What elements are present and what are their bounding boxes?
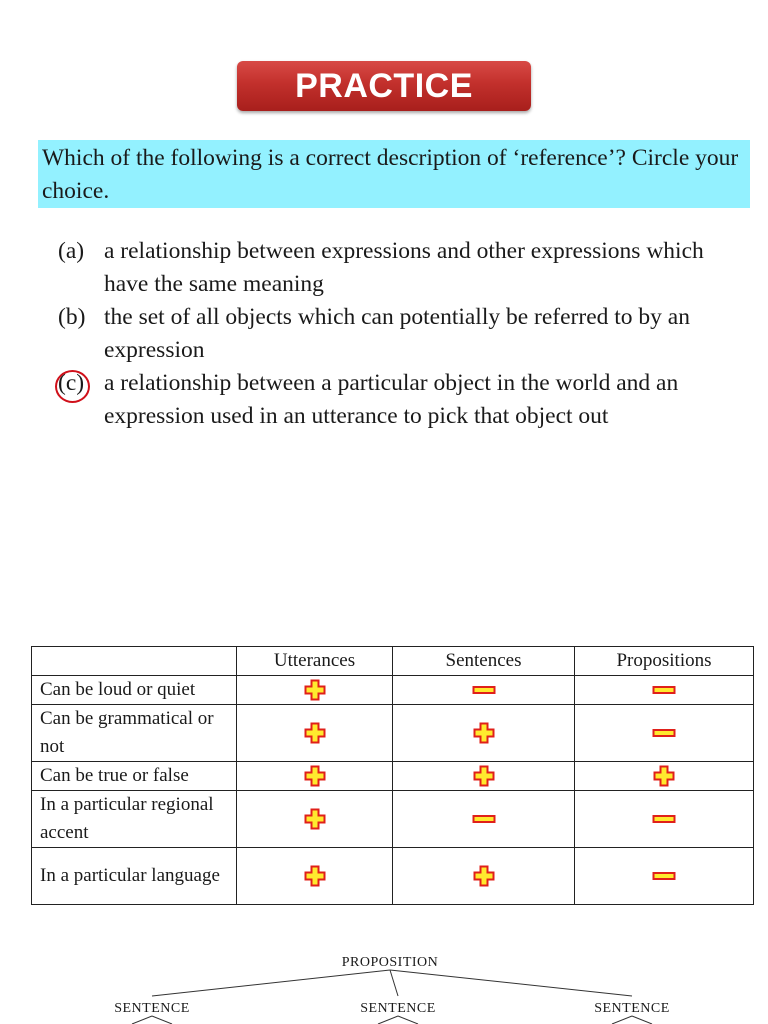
plus-mark-icon	[652, 764, 676, 788]
tree-branch	[152, 970, 390, 996]
tree-branch	[132, 1016, 152, 1024]
table-row	[32, 705, 754, 762]
tree-branch	[152, 1016, 172, 1024]
mark-cell	[393, 848, 575, 905]
minus-mark-icon	[652, 721, 676, 745]
minus-mark-icon	[652, 807, 676, 831]
header-utterances: Utterances	[237, 647, 393, 676]
option-b[interactable]	[58, 301, 748, 367]
option-label: (a)	[58, 238, 85, 264]
tree-branch	[632, 1016, 652, 1024]
minus-mark-icon	[652, 678, 676, 702]
mark-cell	[237, 791, 393, 848]
tree-child-label: SENTENCE	[360, 1001, 436, 1016]
minus-mark-icon	[472, 807, 496, 831]
row-label: In a particular language	[32, 848, 237, 905]
option-text: the set of all objects which can potentially be referred to by an expression	[104, 304, 690, 363]
table-header-row	[32, 647, 754, 676]
mark-cell	[393, 762, 575, 791]
mark-cell	[237, 848, 393, 905]
option-label: (b)	[58, 304, 86, 330]
row-label: In a particular regional accent	[32, 791, 237, 848]
tree-root-label: PROPOSITION	[341, 955, 439, 970]
table-row	[32, 676, 754, 705]
plus-mark-icon	[303, 864, 327, 888]
mark-cell	[393, 705, 575, 762]
option-c[interactable]	[58, 367, 748, 433]
tree-branch	[390, 970, 632, 996]
mark-cell	[575, 848, 754, 905]
header-sentences: Sentences	[393, 647, 575, 676]
table-row	[32, 848, 754, 905]
row-label: Can be true or false	[32, 762, 237, 791]
tree-branch	[398, 1016, 418, 1024]
proposition-tree-diagram	[0, 940, 768, 1024]
minus-mark-icon	[652, 864, 676, 888]
mark-cell	[575, 762, 754, 791]
mark-cell	[575, 791, 754, 848]
tree-child-label: SENTENCE	[114, 1001, 190, 1016]
plus-mark-icon	[472, 764, 496, 788]
table-row	[32, 762, 754, 791]
mark-cell	[237, 762, 393, 791]
answer-options	[58, 235, 748, 433]
tree-branch	[390, 970, 398, 996]
header-propositions: Propositions	[575, 647, 754, 676]
option-label: (c)	[58, 370, 85, 396]
plus-mark-icon	[303, 721, 327, 745]
plus-mark-icon	[472, 721, 496, 745]
mark-cell	[237, 705, 393, 762]
plus-mark-icon	[303, 764, 327, 788]
question-text: Which of the following is a correct description of ‘reference’? Circle your choice.	[42, 145, 739, 204]
question-box	[38, 140, 750, 208]
plus-mark-icon	[303, 678, 327, 702]
mark-cell	[393, 676, 575, 705]
option-text: a relationship between expressions and other expressions which have the same meaning	[104, 238, 704, 297]
banner-title: PRACTICE	[295, 66, 473, 105]
mark-cell	[237, 676, 393, 705]
row-label: Can be loud or quiet	[32, 676, 237, 705]
header-blank	[32, 647, 237, 676]
comparison-table	[31, 646, 754, 905]
practice-banner	[237, 61, 531, 111]
plus-mark-icon	[303, 807, 327, 831]
mark-cell	[575, 705, 754, 762]
table-row	[32, 791, 754, 848]
mark-cell	[575, 676, 754, 705]
tree-branch	[378, 1016, 398, 1024]
tree-branch	[612, 1016, 632, 1024]
mark-cell	[393, 791, 575, 848]
option-a[interactable]	[58, 235, 748, 301]
option-text: a relationship between a particular object in the world and an expression used in an utterance to pick that object out	[104, 370, 679, 429]
tree-child-label: SENTENCE	[594, 1001, 670, 1016]
minus-mark-icon	[472, 678, 496, 702]
row-label: Can be grammatical or not	[32, 705, 237, 762]
plus-mark-icon	[472, 864, 496, 888]
